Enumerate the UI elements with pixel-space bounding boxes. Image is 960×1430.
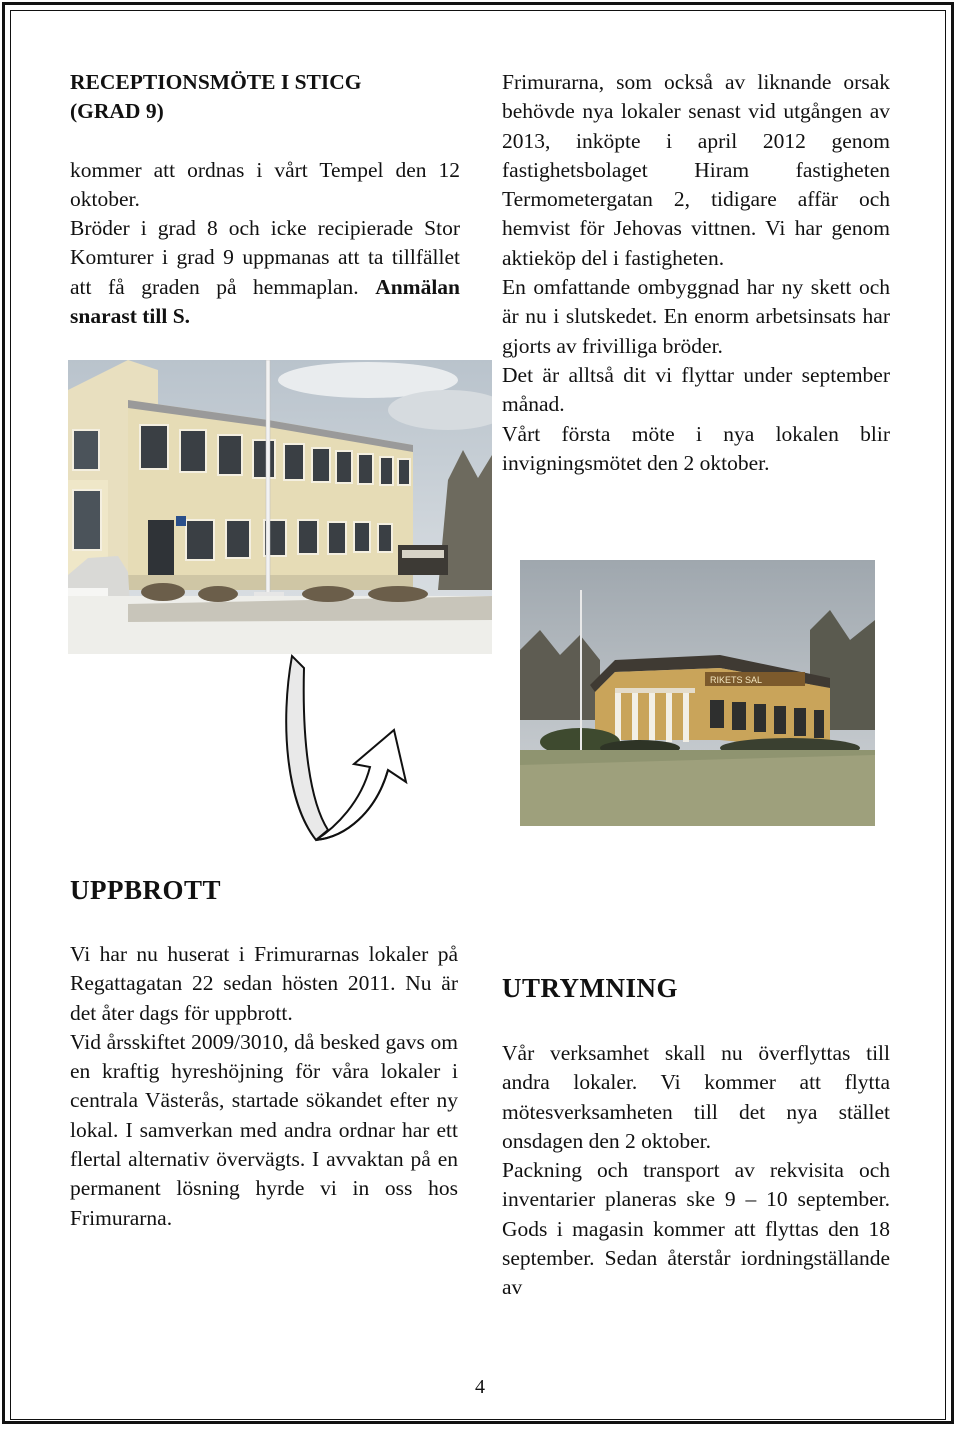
frimurarna-p1: Frimurarna, som också av liknande orsak behövde nya lokaler senast vid utgången av 2013, inköpte i april 2012 genom fastighetsbolaget Hiram fastigheten Termometergatan 2, tidigare affär och hemvist för Jehovas vittnen. Vi har genom aktieköp del i fastigheten. xyxy=(502,70,890,270)
utrymning-title: UTRYMNING xyxy=(502,973,679,1003)
reception-title-line1: RECEPTIONSMÖTE I STICG xyxy=(70,70,362,94)
frimurarna-p3: Det är alltså dit vi flyttar under september månad. xyxy=(502,362,890,417)
utrymning-p2: Packning och transport av rekvisita och inventarier planeras ske 9 – 10 september. Gods i magasin kommer att flyttas den 18 september. Sedan återstår iordningställande av xyxy=(502,1158,890,1300)
building-photo-2-image xyxy=(520,560,875,826)
uppbrott-p2: Vid årsskiftet 2009/3010, då besked gavs om en kraftig hyreshöjning för våra lokaler i centrala Västerås, startade sökandet efter ny lokal. I samverkan med andra ordnar har ett flertal alternativ övervägts. I avvaktan på en permanent lösning hyrde vi in oss hos Frimurarna. xyxy=(70,1029,458,1230)
curved-arrow-icon xyxy=(266,652,416,852)
uppbrott-section xyxy=(70,940,458,1233)
reception-section xyxy=(70,68,460,331)
photo-regattagatan-building xyxy=(68,360,492,654)
reception-title xyxy=(70,68,460,127)
move-arrow-graphic xyxy=(266,652,416,852)
reception-line1: kommer att ordnas i vårt Tempel den 12 oktober. xyxy=(70,157,460,211)
reception-line2-text: Bröder i grad 8 och icke recipierade Stor Komturer i grad 9 uppmanas att ta tillfället att få graden på hemmaplan. xyxy=(70,216,460,299)
uppbrott-title: UPPBROTT xyxy=(70,875,222,905)
uppbrott-p1: Vi har nu huserat i Frimurarnas lokaler på Regattagatan 22 sedan hösten 2011. Nu är det åter dags för uppbrott. xyxy=(70,942,458,1025)
utrymning-p1: Vår verksamhet skall nu överflyttas till andra lokaler. Vi kommer att flytta mötesverksamheten till det nya stället onsdagen den 2 oktober. xyxy=(502,1041,890,1153)
building-sign-text: RIKETS SAL xyxy=(710,675,763,685)
page-number: 4 xyxy=(475,1376,485,1398)
frimurarna-p2: En omfattande ombyggnad har ny skett och är nu i slutskedet. En enorm arbetsinsats har gjorts av frivilliga bröder. xyxy=(502,275,890,358)
frimurarna-section xyxy=(502,68,890,478)
utrymning-section xyxy=(502,1039,890,1303)
building-photo-1-image xyxy=(68,360,492,654)
photo-termometergatan-building xyxy=(520,560,875,826)
frimurarna-p4: Vårt första möte i nya lokalen blir invigningsmötet den 2 oktober. xyxy=(502,421,890,475)
reception-title-line2: (GRAD 9) xyxy=(70,99,164,124)
reception-signup: Anmälan snarast till S. xyxy=(70,274,461,329)
reception-line2 xyxy=(70,214,460,331)
